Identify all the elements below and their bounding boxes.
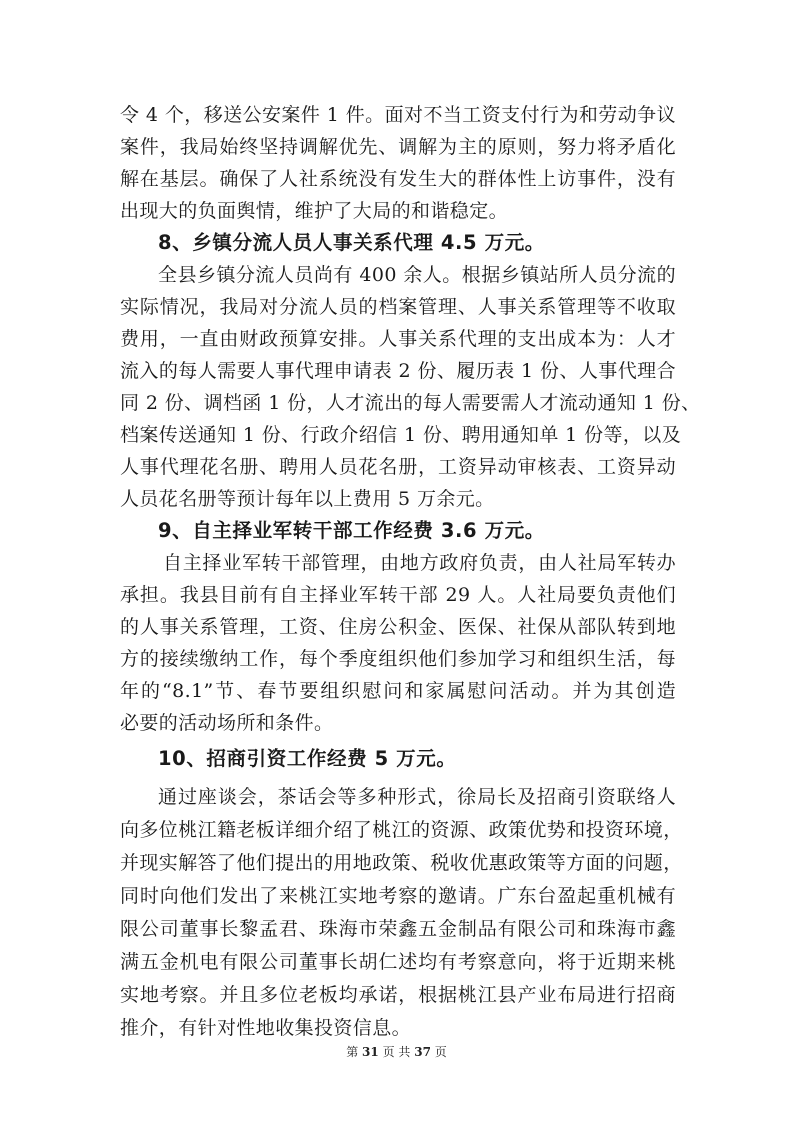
footer-suffix: 页: [434, 1045, 447, 1059]
text-line: 承担。我县目前有自主择业军转干部 29 人。人社局要负责他们: [120, 584, 676, 606]
text-line: 推介，有针对性地收集投资信息。: [120, 1017, 412, 1039]
text-line: 限公司董事长黎孟君、珠海市荣鑫五金制品有限公司和珠海市鑫: [120, 918, 676, 940]
text-line: 实地考察。并且多位老板均承诺，根据桃江县产业布局进行招商: [120, 984, 676, 1006]
text-line: 解在基层。确保了人社系统没有发生大的群体性上访事件，没有: [120, 168, 676, 190]
text-line: 必要的活动场所和条件。: [120, 712, 334, 734]
text-line: 人员花名册等预计每年以上费用 5 万余元。: [120, 488, 495, 510]
text-line: 的人事关系管理，工资、住房公积金、医保、社保从部队转到地: [120, 616, 676, 638]
total-page-number: 37: [414, 1045, 431, 1059]
current-page-number: 31: [362, 1045, 379, 1059]
section-heading: 10、招商引资工作经费 5 万元。: [158, 747, 457, 770]
text-line: 满五金机电有限公司董事长胡仁述均有考察意向，将于近期来桃: [120, 951, 676, 973]
text-line: 方的接续缴纳工作，每个季度组织他们参加学习和组织生活，每: [120, 648, 676, 670]
text-line: 并现实解答了他们提出的用地政策、税收优惠政策等方面的问题，: [120, 852, 683, 874]
page-number-footer: [0, 1045, 793, 1059]
text-line: 案件，我局始终坚持调解优先、调解为主的原则，努力将矛盾化: [120, 136, 676, 158]
text-line: 令 4 个，移送公安案件 1 件。面对不当工资支付行为和劳动争议: [120, 104, 676, 126]
footer-prefix: 第: [346, 1045, 359, 1059]
text-line: 同 2 份、调档函 1 份，人才流出的每人需要需人才流动通知 1 份、: [120, 392, 701, 414]
text-line: 流入的每人需要人事代理申请表 2 份、履历表 1 份、人事代理合: [120, 360, 676, 382]
text-line: 档案传送通知 1 份、行政介绍信 1 份、聘用通知单 1 份等，以及: [120, 424, 682, 446]
text-line: 同时向他们发出了来桃江实地考察的邀请。广东台盈起重机械有: [120, 885, 676, 907]
text-line: 年的“8.1”节、春节要组织慰问和家属慰问活动。并为其创造: [120, 680, 676, 702]
text-line: 实际情况，我局对分流人员的档案管理、人事关系管理等不收取: [120, 296, 676, 318]
text-line: 向多位桃江籍老板详细介绍了桃江的资源、政策优势和投资环境，: [120, 819, 683, 841]
text-line: 人事代理花名册、聘用人员花名册，工资异动审核表、工资异动: [120, 456, 676, 478]
section-heading: 9、自主择业军转干部工作经费 3.6 万元。: [158, 519, 545, 542]
footer-middle: 页 共: [382, 1045, 411, 1059]
section-heading: 8、乡镇分流人员人事关系代理 4.5 万元。: [158, 231, 545, 254]
text-line: 费用，一直由财政预算安排。人事关系代理的支出成本为：人才: [120, 328, 676, 350]
text-line: 出现大的负面舆情，维护了大局的和谐稳定。: [120, 200, 509, 222]
text-line: 全县乡镇分流人员尚有 400 余人。根据乡镇站所人员分流的: [158, 264, 676, 286]
text-line: 自主择业军转干部管理，由地方政府负责，由人社局军转办: [163, 552, 676, 574]
text-line: 通过座谈会，茶话会等多种形式，徐局长及招商引资联络人: [158, 786, 676, 808]
